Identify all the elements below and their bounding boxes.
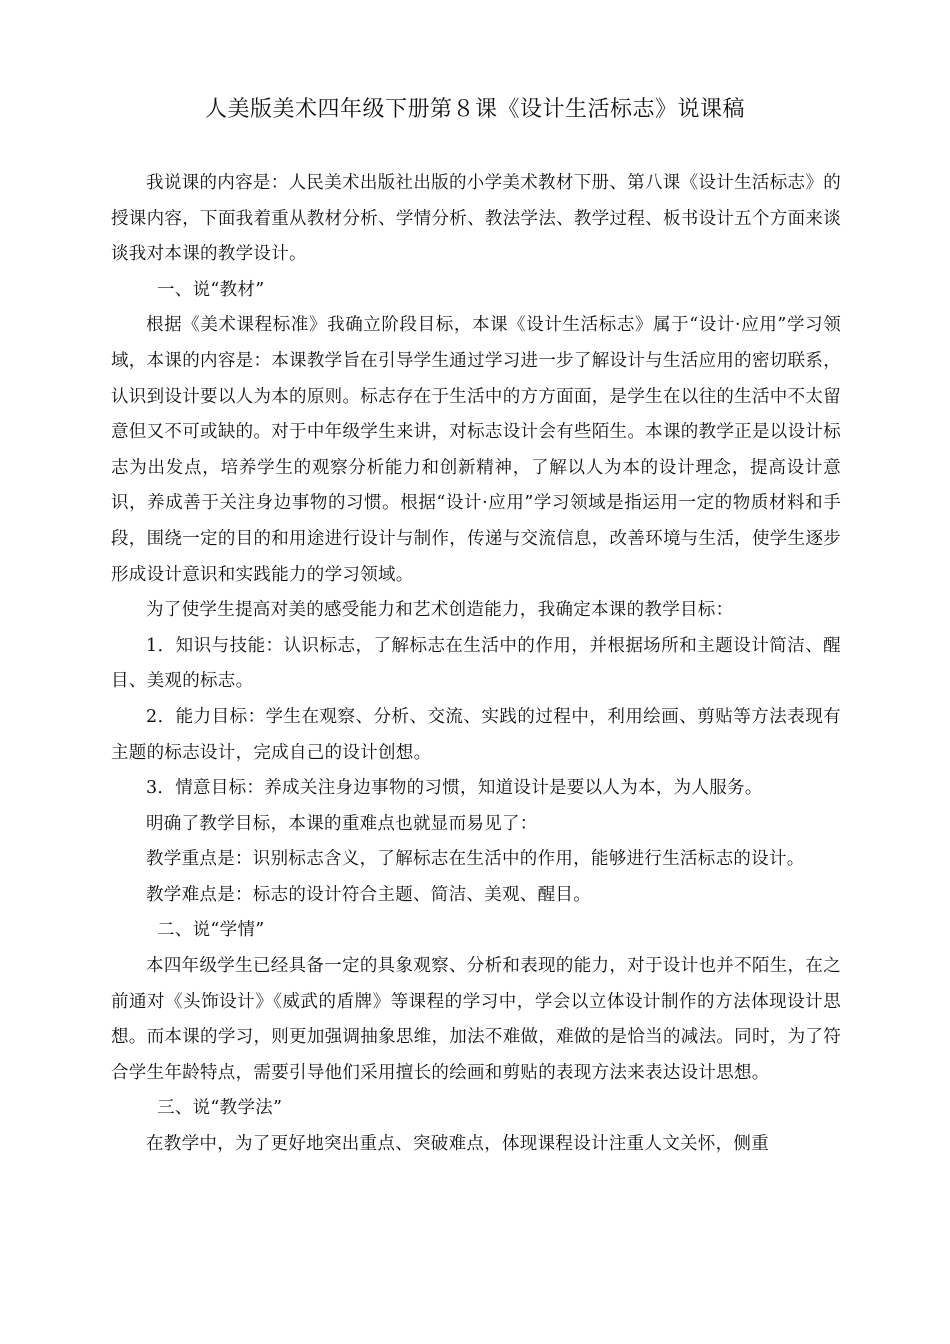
paragraph-intro: 我说课的内容是：人民美术出版社出版的小学美术教材下册、第八课《设计生活标志》的授课内容，下面我着重从教材分析、学情分析、教法学法、教学过程、板书设计五个方面来谈谈我对本课的教学设计。 bbox=[111, 173, 841, 265]
section-heading-learners: 二、说“学情” bbox=[157, 920, 265, 941]
paragraph-goals-intro: 为了使学生提高对美的感受能力和艺术创造能力，我确定本课的教学目标： bbox=[146, 600, 734, 621]
paragraph-key-points-intro: 明确了教学目标，本课的重难点也就显而易见了： bbox=[146, 813, 538, 834]
paragraph-textbook-analysis: 根据《美术课程标准》我确立阶段目标，本课《设计生活标志》属于“设计·应用”学习领域，本课的内容是：本课教学旨在引导学生通过学习进一步了解设计与生活应用的密切联系，认识到设计要以人为本的原则。标志存在于生活中的方方面面，是学生在以往的生活中不太留意但又不可或缺的。对于中年级学生来讲，对标志设计会有些陌生。本课的教学正是以设计标志为出发点，培养学生的观察分析能力和创新精神，了解以人为本的设计理念，提高设计意识，养成善于关注身边事物的习惯。根据“设计·应用”学习领域是指运用一定的物质材料和手段，围绕一定的目的和用途进行设计与制作，传递与交流信息，改善环境与生活，使学生逐步形成设计意识和实践能力的学习领域。 bbox=[111, 315, 841, 585]
section-heading-textbook: 一、说“教材” bbox=[157, 279, 265, 300]
paragraph-goal-ability: 2．能力目标：学生在观察、分析、交流、实践的过程中，利用绘画、剪贴等方法表现有主题的标志设计，完成自己的设计创想。 bbox=[111, 706, 841, 763]
document-body bbox=[111, 166, 841, 1163]
paragraph-teaching-difficulty: 教学难点是：标志的设计符合主题、简洁、美观、醒目。 bbox=[146, 884, 591, 905]
paragraph-methods: 在教学中，为了更好地突出重点、突破难点，体现课程设计注重人文关怀，侧重 bbox=[146, 1134, 769, 1155]
paragraph-goal-knowledge: 1．知识与技能：认识标志，了解标志在生活中的作用，并根据场所和主题设计简洁、醒目、美观的标志。 bbox=[111, 635, 841, 692]
section-heading-methods: 三、说“教学法” bbox=[157, 1098, 283, 1119]
document-title: 人美版美术四年级下册第８课《设计生活标志》说课稿 bbox=[204, 97, 745, 122]
paragraph-goal-emotion: 3．情意目标：养成关注身边事物的习惯，知道设计是要以人为本，为人服务。 bbox=[146, 778, 763, 799]
paragraph-learner-analysis: 本四年级学生已经具备一定的具象观察、分析和表现的能力，对于设计也并不陌生，在之前通对《头饰设计》《威武的盾牌》等课程的学习中，学会以立体设计制作的方法体现设计思想。而本课的学习，则更加强调抽象思维，加法不难做，难做的是恰当的减法。同时，为了符合学生年龄特点，需要引导他们采用擅长的绘画和剪贴的表现方法来表达设计思想。 bbox=[111, 956, 841, 1083]
paragraph-teaching-focus: 教学重点是：识别标志含义，了解标志在生活中的作用，能够进行生活标志的设计。 bbox=[146, 849, 805, 870]
